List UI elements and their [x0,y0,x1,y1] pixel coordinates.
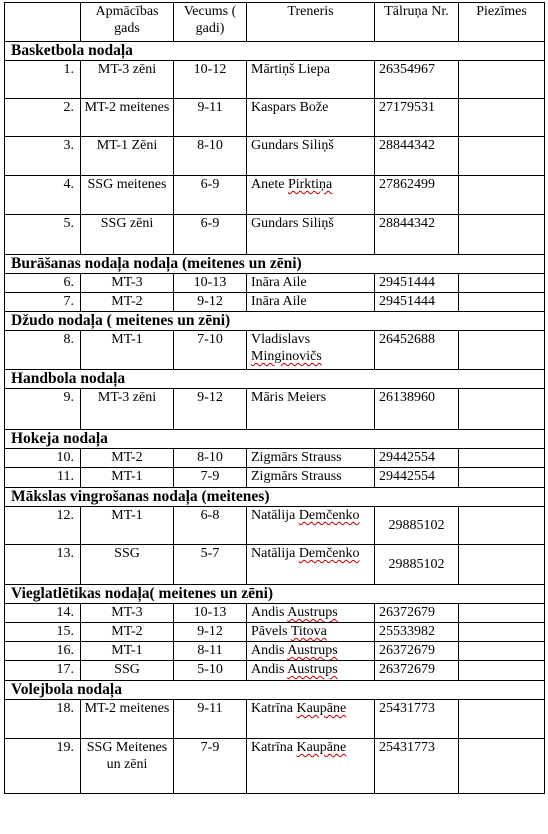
age-range: 8-11 [174,642,247,661]
section-header-row [5,255,545,274]
table-row [5,642,545,661]
row-number: 19. [5,739,81,794]
coach-name-word: Kaupāne [296,701,347,716]
table-row [5,331,545,370]
coach-name: Zigmārs Strauss [247,449,375,468]
coach-name [247,623,375,642]
table-row [5,215,545,255]
age-range: 5-10 [174,661,247,681]
coach-name-word: Natālija [251,546,296,561]
phone-number: 25533982 [375,623,459,642]
notes-cell [459,215,545,255]
section-header-row [5,312,545,331]
table-row [5,700,545,739]
phone-number: 26372679 [375,642,459,661]
age-range: 7-9 [174,468,247,488]
training-group: SSG Meitenes un zēni [81,739,174,794]
age-range: 10-13 [174,274,247,293]
section-title: Basketbola nodaļa [5,42,545,61]
section-header-row [5,370,545,389]
section-header-row [5,430,545,449]
header-row [5,3,545,42]
coach-name-word: Andis [251,662,285,677]
phone-number: 27862499 [375,176,459,215]
coach-name: Gundars Siliņš [247,137,375,176]
table-body [5,42,545,794]
coach-name [247,507,375,545]
coach-name: Ināra Aile [247,293,375,312]
age-range: 8-10 [174,137,247,176]
training-group: SSG [81,661,174,681]
row-number: 1. [5,61,81,99]
coach-name-word: Kaupāne [296,740,347,755]
coach-name-word: Vladislavs [251,332,311,347]
row-number: 6. [5,274,81,293]
coach-name [247,176,375,215]
row-number: 11. [5,468,81,488]
age-range: 7-9 [174,739,247,794]
coach-name-word: Katrīna [251,740,293,755]
training-group: MT-2 meitenes [81,700,174,739]
row-number: 10. [5,449,81,468]
notes-cell [459,661,545,681]
notes-cell [459,604,545,623]
phone-number: 27179531 [375,99,459,137]
age-range: 9-11 [174,99,247,137]
coach-name: Zigmārs Strauss [247,468,375,488]
coach-name-word: Pāvels [251,624,288,639]
training-group: MT-3 zēni [81,389,174,430]
age-range: 9-12 [174,389,247,430]
row-number: 5. [5,215,81,255]
table-row [5,507,545,545]
table-row [5,61,545,99]
coach-name-word: Minginovičs [251,349,322,364]
training-group: MT-2 [81,623,174,642]
row-number: 2. [5,99,81,137]
section-header-row [5,42,545,61]
coach-name: Māris Meiers [247,389,375,430]
header-age: Vecums ( gadi) [174,3,247,42]
section-title: Volejbola nodaļa [5,681,545,700]
age-range: 6-9 [174,176,247,215]
notes-cell [459,331,545,370]
section-header-row [5,488,545,507]
table-row [5,274,545,293]
notes-cell [459,507,545,545]
phone-number: 25431773 [375,739,459,794]
coach-name: Mārtiņš Liepa [247,61,375,99]
phone-number: 29885102 [375,545,459,585]
coach-name: Kaspars Bože [247,99,375,137]
row-number: 15. [5,623,81,642]
notes-cell [459,545,545,585]
row-number: 8. [5,331,81,370]
section-title: Vieglatlētikas nodaļa( meitenes un zēni) [5,585,545,604]
notes-cell [459,449,545,468]
phone-number: 28844342 [375,137,459,176]
phone-number: 29885102 [375,507,459,545]
coach-name-word: Anete [251,177,285,192]
age-range: 8-10 [174,449,247,468]
training-group: MT-2 meitenes [81,99,174,137]
table-row [5,468,545,488]
row-number: 16. [5,642,81,661]
notes-cell [459,389,545,430]
notes-cell [459,468,545,488]
phone-number: 26452688 [375,331,459,370]
table-row [5,661,545,681]
table-row [5,545,545,585]
phone-number: 29442554 [375,468,459,488]
notes-cell [459,700,545,739]
training-group: MT-3 zēni [81,61,174,99]
section-title: Džudo nodaļa ( meitenes un zēni) [5,312,545,331]
row-number: 18. [5,700,81,739]
coach-name [247,642,375,661]
training-group: MT-1 [81,507,174,545]
notes-cell [459,739,545,794]
table-row [5,449,545,468]
coach-name: Ināra Aile [247,274,375,293]
coach-name [247,604,375,623]
coach-name-word: Austrups [287,662,338,677]
row-number: 9. [5,389,81,430]
table-row [5,137,545,176]
table-row [5,99,545,137]
header-number [5,3,81,42]
coach-name-word: Demčenko [298,508,360,523]
training-group: MT-3 [81,274,174,293]
coach-name-word: Demčenko [298,546,360,561]
training-group: MT-2 [81,449,174,468]
coach-name [247,661,375,681]
section-header-row [5,585,545,604]
coach-name-word: Katrīna [251,701,293,716]
notes-cell [459,642,545,661]
table-row [5,739,545,794]
table-row [5,389,545,430]
training-group: MT-1 [81,468,174,488]
table-row [5,623,545,642]
row-number: 3. [5,137,81,176]
age-range: 6-8 [174,507,247,545]
coach-name [247,700,375,739]
section-title: Mākslas vingrošanas nodaļa (meitenes) [5,488,545,507]
coach-name-word: Natālija [251,508,296,523]
notes-cell [459,137,545,176]
age-range: 7-10 [174,331,247,370]
coach-name-word: Austrups [287,643,338,658]
table-row [5,604,545,623]
age-range: 9-11 [174,700,247,739]
header-notes: Piezīmes [459,3,545,42]
age-range: 6-9 [174,215,247,255]
table-row [5,176,545,215]
training-groups-table [4,2,545,794]
row-number: 14. [5,604,81,623]
training-group: MT-1 [81,331,174,370]
phone-number: 26372679 [375,604,459,623]
age-range: 10-13 [174,604,247,623]
section-title: Hokeja nodaļa [5,430,545,449]
training-group: SSG [81,545,174,585]
age-range: 9-12 [174,293,247,312]
header-coach: Treneris [247,3,375,42]
notes-cell [459,623,545,642]
age-range: 5-7 [174,545,247,585]
row-number: 12. [5,507,81,545]
coach-name [247,331,375,370]
coach-name-word: Titova [290,624,327,639]
row-number: 13. [5,545,81,585]
coach-name [247,545,375,585]
coach-name [247,739,375,794]
notes-cell [459,99,545,137]
training-group: SSG zēni [81,215,174,255]
notes-cell [459,61,545,99]
coach-name-word: Andis [251,643,285,658]
coach-name-word: Austrups [287,605,338,620]
age-range: 9-12 [174,623,247,642]
phone-number: 26138960 [375,389,459,430]
header-training-year: Apmācības gads [81,3,174,42]
section-header-row [5,681,545,700]
phone-number: 29451444 [375,293,459,312]
training-group: MT-2 [81,293,174,312]
age-range: 10-12 [174,61,247,99]
phone-number: 26354967 [375,61,459,99]
row-number: 17. [5,661,81,681]
coach-name: Gundars Siliņš [247,215,375,255]
training-group: MT-1 [81,642,174,661]
row-number: 4. [5,176,81,215]
row-number: 7. [5,293,81,312]
phone-number: 29442554 [375,449,459,468]
training-group: MT-1 Zēni [81,137,174,176]
phone-number: 25431773 [375,700,459,739]
notes-cell [459,176,545,215]
coach-name-word: Andis [251,605,285,620]
phone-number: 28844342 [375,215,459,255]
training-group: MT-3 [81,604,174,623]
coach-name-word: Pirktiņa [287,177,333,192]
header-phone: Tālruņa Nr. [375,3,459,42]
notes-cell [459,274,545,293]
phone-number: 29451444 [375,274,459,293]
training-group: SSG meitenes [81,176,174,215]
phone-number: 26372679 [375,661,459,681]
notes-cell [459,293,545,312]
table-row [5,293,545,312]
section-title: Burāšanas nodaļa nodaļa (meitenes un zēni) [5,255,545,274]
section-title: Handbola nodaļa [5,370,545,389]
